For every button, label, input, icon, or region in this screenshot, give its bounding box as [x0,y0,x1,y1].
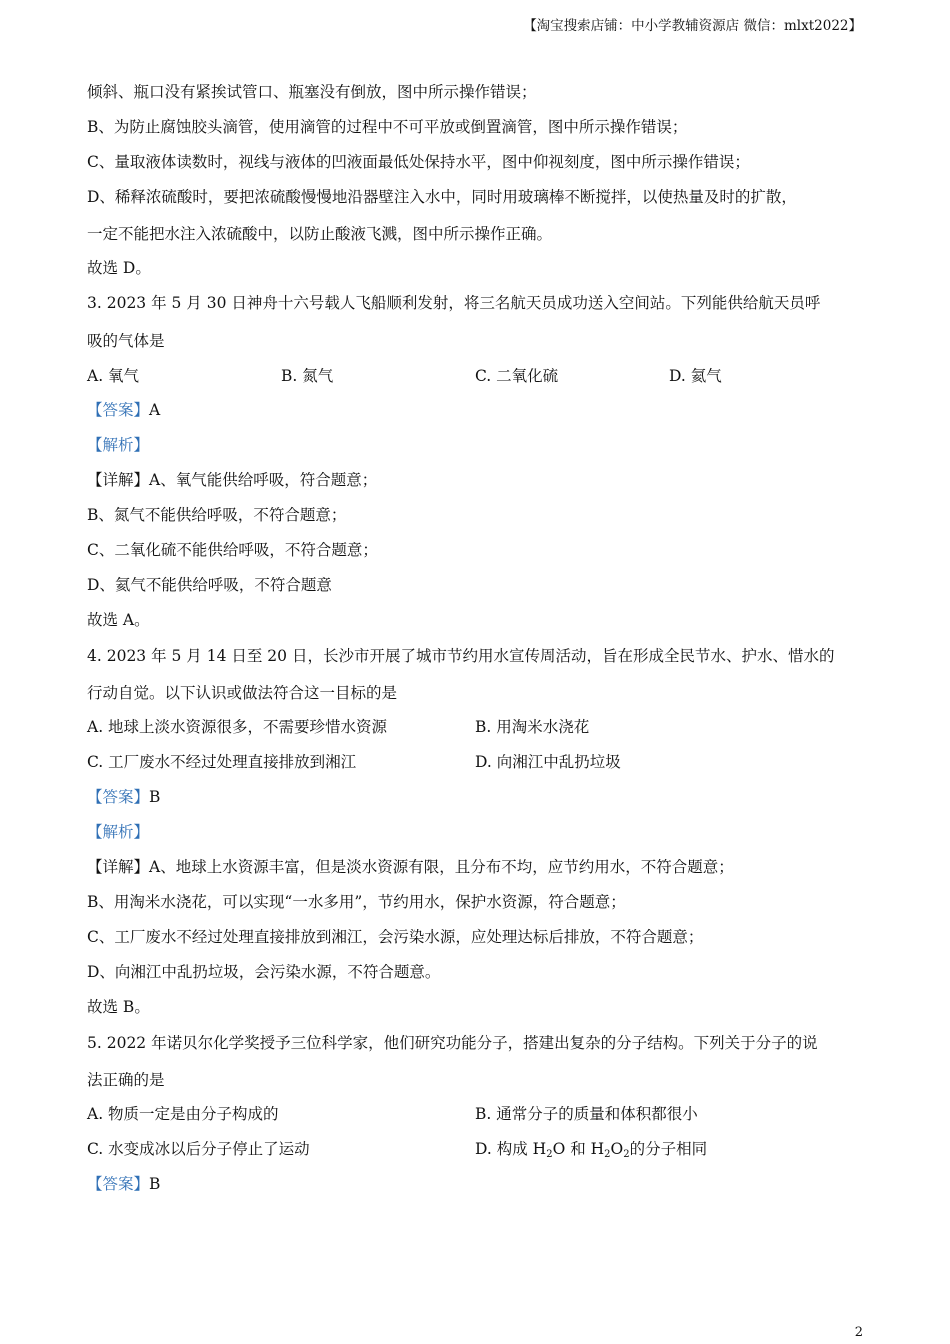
page-number: 2 [854,1325,863,1340]
q5-option-d-part: O [610,1140,624,1158]
q4-option-d: D. 向湘江中乱扔垃圾 [475,753,621,771]
q5-option-d [475,1138,707,1160]
q4-option-c: C. 工厂废水不经过处理直接排放到湘江 [87,753,357,771]
q3-detail-line-3: C、二氧化硫不能供给呼吸，不符合题意； [87,541,378,559]
q5-option-d-subscript: 2 [604,1149,611,1160]
q5-option-d-subscript: 2 [623,1149,630,1160]
q4-option-a: A. 地球上淡水资源很多，不需要珍惜水资源 [87,718,388,736]
q3-options [87,365,877,387]
analysis-tag: 【解析】 [87,823,150,841]
prev-explanation-line-2: B、为防止腐蚀胶头滴管，使用滴管的过程中不可平放或倒置滴管，图中所示操作错误； [87,118,688,136]
q3-detail-line-4: D、氦气不能供给呼吸，不符合题意 [87,576,332,594]
q3-answer [87,399,160,421]
q3-option-b: B. 氮气 [281,367,334,385]
prev-explanation-line-3: C、量取液体读数时，视线与液体的凹液面最低处保持水平，图中仰视刻度，图中所示操作错误； [87,153,750,171]
prev-explanation-line-1: 倾斜、瓶口没有紧挨试管口、瓶塞没有倒放，图中所示操作错误； [87,83,537,101]
q3-stem-line-2: 吸的气体是 [87,332,165,350]
q5-answer-value: B [149,1175,161,1193]
prev-explanation-line-5: 一定不能把水注入浓硫酸中，以防止酸液飞溅，图中所示操作正确。 [87,225,553,243]
q4-analysis-heading [87,821,149,843]
q3-option-a: A. 氧气 [87,367,140,385]
q4-detail-line-4: D、向湘江中乱扔垃圾，会污染水源，不符合题意。 [87,963,441,981]
q4-detail-text-1: A、地球上水资源丰富，但是淡水资源有限，且分布不均，应节约用水，不符合题意； [149,858,734,876]
q5-stem-line-2: 法正确的是 [87,1071,165,1089]
q4-stem-line-1: 4. 2023 年 5 月 14 日至 20 日，长沙市开展了城市节约用水宣传周活动，旨在形成全民节水、护水、惜水的 [87,647,835,665]
q4-answer [87,786,160,808]
q4-detail-line-2: B、用淘米水浇花，可以实现“一水多用”，节约用水，保护水资源，符合题意； [87,893,626,911]
answer-tag: 【答案】 [87,788,150,806]
q4-option-b: B. 用淘米水浇花 [475,718,590,736]
q3-option-d: D. 氦气 [669,367,722,385]
page-header: 【淘宝搜索店铺：中小学教辅资源店 微信：mlxt2022】 [523,18,862,34]
q3-detail-line-1 [87,469,377,491]
q5-option-d-part: D. 构成 H [475,1140,547,1158]
q3-choose-line: 故选 A。 [87,611,150,629]
detail-tag: 【详解】 [87,858,150,876]
q5-options-row-1 [87,1103,877,1125]
q5-option-d-part: O 和 H [552,1140,605,1158]
analysis-tag: 【解析】 [87,436,150,454]
q4-options-row-1 [87,716,877,738]
prev-choose-line: 故选 D。 [87,259,151,277]
q4-detail-line-3: C、工厂废水不经过处理直接排放到湘江，会污染水源，应处理达标后排放，不符合题意； [87,928,704,946]
answer-tag: 【答案】 [87,401,150,419]
q4-choose-line: 故选 B。 [87,998,150,1016]
answer-tag: 【答案】 [87,1175,150,1193]
q4-options-row-2 [87,751,877,773]
q5-answer [87,1173,160,1195]
q5-option-a: A. 物质一定是由分子构成的 [87,1105,279,1123]
q5-option-d-part: 的分子相同 [629,1140,708,1158]
prev-explanation-line-4: D、稀释浓硫酸时，要把浓硫酸慢慢地沿器壁注入水中，同时用玻璃棒不断搅拌，以使热量及时的扩散， [87,188,797,206]
q4-stem-line-2: 行动自觉。以下认识或做法符合这一目标的是 [87,684,398,702]
q5-option-d-subscript: 2 [546,1149,553,1160]
q4-detail-line-1 [87,856,734,878]
q3-answer-value: A [149,401,161,419]
q3-detail-text-1: A、氧气能供给呼吸，符合题意； [149,471,378,489]
q5-option-c: C. 水变成冰以后分子停止了运动 [87,1140,310,1158]
q5-option-b: B. 通常分子的质量和体积都很小 [475,1105,698,1123]
q3-stem-line-1: 3. 2023 年 5 月 30 日神舟十六号载人飞船顺利发射，将三名航天员成功送入空间站。下列能供给航天员呼 [87,294,821,312]
q3-option-c: C. 二氧化硫 [475,367,559,385]
q3-detail-line-2: B、氮气不能供给呼吸，不符合题意； [87,506,347,524]
q3-analysis-heading [87,434,149,456]
detail-tag: 【详解】 [87,471,150,489]
q4-answer-value: B [149,788,161,806]
q5-stem-line-1: 5. 2022 年诺贝尔化学奖授予三位科学家，他们研究功能分子，搭建出复杂的分子结构。下列关于分子的说 [87,1034,818,1052]
q5-options-row-2 [87,1138,877,1160]
